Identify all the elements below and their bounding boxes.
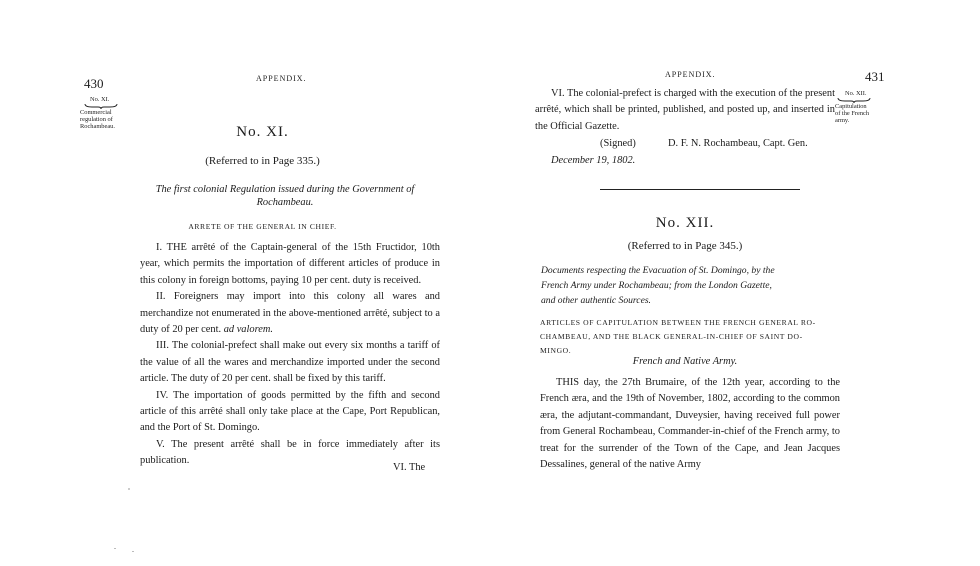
margin-note-number: No. XII. [845, 90, 867, 97]
margin-note-line-2: regulation of [80, 116, 113, 123]
subtitle-line-2: Rochambeau. [256, 197, 314, 208]
section-title: No. XII. [655, 215, 715, 231]
article-2-text: II. Foreigners may import into this colony all wares and merchandize not enumerated in the above-mentioned arrêté, subject to a duty of 20 per cent. [140, 291, 440, 336]
articles-heading-line-3: MINGO. [540, 346, 572, 355]
capitulation-text: THIS day, the 27th Brumaire, of the 12th year, according to the French æra, and the 19th of November, 1802, according to the common æra, the adjutant-commandant, Duveysier, having received full power from General Rochambeau, Commander-in-chief of the French army, to treat for the surrender of the Town of the Cape, and Jean Jacques Dessalines, general of the native Army [540, 377, 840, 471]
margin-note-line-1: Commercial [80, 109, 112, 116]
catchword: VI. The [393, 462, 426, 473]
left-page [80, 0, 445, 566]
articles-heading-line-1: ARTICLES OF CAPITULATION BETWEEN THE FRENCH GENERAL RO- [540, 318, 816, 327]
date: December 19, 1802. [551, 155, 636, 166]
documents-line-2: French Army under Rochambeau; from the London Gazette, [541, 280, 772, 291]
right-page [535, 0, 885, 566]
heading: ARRETE OF THE GENERAL IN CHIEF. [188, 222, 337, 231]
ad-valorem: ad valorem. [223, 324, 273, 336]
margin-note-line-2: of the French [835, 110, 870, 117]
margin-note [835, 90, 895, 124]
articles-heading-line-2: CHAMBEAU, AND THE BLACK GENERAL-IN-CHIEF OF SAINT DO- [540, 332, 803, 341]
scan-speck [128, 488, 130, 490]
margin-note-line-3: Rochambeau. [80, 123, 115, 130]
articles-heading [540, 316, 850, 358]
subtitle-line-1: The first colonial Regulation issued during the Government of [155, 184, 415, 195]
capitulation-body [540, 375, 840, 473]
section-title: No. XI. [236, 124, 289, 140]
article-1: I. THE arrêté of the Captain-general of the 15th Fructidor, 10th year, which permits the importation of different articles of produce in this colony in foreign bottoms, paying 10 per cent. duty is received. [140, 242, 440, 286]
articles [140, 240, 440, 470]
divider [600, 189, 800, 190]
margin-note-number: No. XI. [90, 96, 110, 103]
page-number: 430 [84, 76, 104, 91]
running-head: APPENDIX. [256, 74, 307, 83]
army-heading: French and Native Army. [632, 356, 738, 367]
article-6-text: VI. The colonial-prefect is charged with the execution of the present arrêté, which shall be printed, published, and posted up, and inserted in the Official Gazette. [535, 88, 835, 132]
margin-note-line-1: Capitulation [835, 103, 867, 110]
reference: (Referred to in Page 335.) [205, 155, 320, 167]
article-2 [140, 289, 440, 338]
page-number: 431 [865, 69, 885, 84]
running-head: APPENDIX. [665, 70, 716, 79]
documents-line-1: Documents respecting the Evacuation of St. Domingo, by the [541, 265, 775, 276]
documents-note [541, 263, 841, 308]
scan-speck [114, 548, 116, 549]
documents-line-3: and other authentic Sources. [541, 295, 651, 306]
article-6 [535, 86, 835, 135]
signature: D. F. N. Rochambeau, Capt. Gen. [668, 138, 808, 149]
signed-label: (Signed) [600, 138, 636, 149]
article-5: V. The present arrêté shall be in force immediately after its publication. [140, 438, 440, 467]
article-4: IV. The importation of goods permitted by the fifth and second article of this arrêté shall only take place at the Cape, Port Republican, and the Port of St. Domingo. [140, 389, 440, 434]
margin-note-line-3: army. [835, 117, 850, 124]
subtitle [125, 183, 445, 209]
reference: (Referred to in Page 345.) [627, 240, 743, 252]
scan-speck [132, 551, 134, 552]
article-3: III. The colonial-prefect shall make out every six months a tariff of the value of all the wares and merchandize imported under the second article. The duty of 20 per cent. shall be fixed by this tariff. [140, 340, 440, 385]
